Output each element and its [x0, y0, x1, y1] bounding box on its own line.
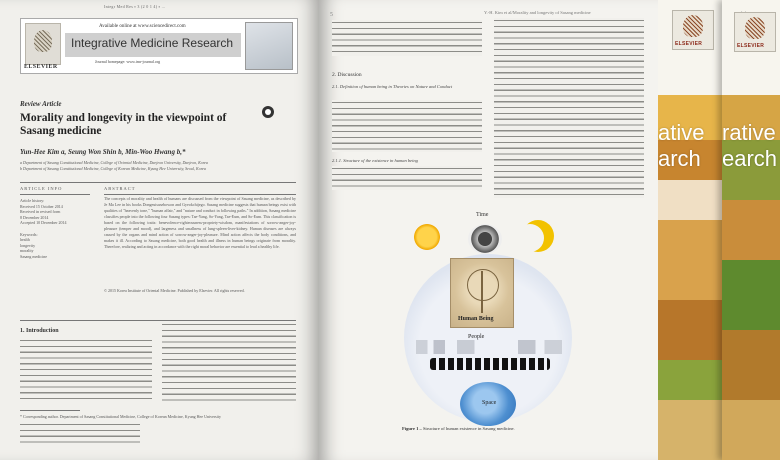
journal-homepage: Journal homepage: www.imr-journal.org	[95, 59, 161, 64]
body-text	[332, 166, 482, 190]
abstract-text: The concepts of morality and health of humans are discussed from the viewpoint of Sasang medicine, as described by Je Ma Lee in his books Dongeuisusebowon and Gyeokchijego. Sasang medicine suggests that human beings exist with qualities of "heavenly tone," "human affair," and "nature and conduct in following paths." In addition, Sasang medicine classifies people into the following four Sasang types: Tae-Yang, So-Yang, Tae-Eum, and So-Eum. This classification is based on the following traits: benevolence-righteousness-propriety-wisdom, manifestations of sorrow-anger-joy-pleasure (temper and mood), and largeness and smallness of lung-spleen-liver-kidney. Human diseases are always caused by the organs and mind action of sorrow-anger-joy-pleasure. Mind action affects the body conditions, and makes it ill. According to Sasang medicine, both good health and illness in human beings originate from morality. Therefore, realizing and acting in accordance with the right moral behavior are essential to lead a healthy life.	[104, 196, 296, 249]
cover-logo-text: ELSEVIER	[737, 43, 765, 49]
journal-banner	[20, 18, 298, 74]
cover-title-fragment	[722, 120, 777, 172]
people-silhouettes-image	[430, 358, 550, 370]
body-text-left	[20, 338, 152, 402]
available-online: Available online at www.sciencedirect.com	[99, 24, 186, 29]
running-head: Integr Med Res ▪ 3 (2 0 1 4) ▪ ...	[104, 4, 166, 9]
article-info-line: health	[20, 237, 30, 243]
figure-label-time: Time	[476, 212, 489, 218]
sun-icon	[412, 222, 442, 252]
divider	[104, 194, 296, 195]
elsevier-logo-icon	[672, 10, 714, 50]
abstract-heading: ABSTRACT	[104, 186, 136, 191]
figure-caption-label: Figure 1 –	[402, 426, 423, 431]
publisher-name: ELSEVIER	[24, 64, 58, 70]
journal-cover-1	[658, 0, 728, 460]
cover-title-line: ative	[658, 120, 705, 145]
figure-caption	[402, 426, 515, 431]
running-head: Y.-H. Kim et al/Morality and longevity of Sasang medicine	[484, 10, 591, 15]
city-skyline-image	[416, 340, 562, 354]
divider	[20, 320, 296, 321]
section-heading: 1. Introduction	[20, 328, 59, 334]
clock-icon	[468, 224, 502, 254]
body-text-right	[162, 322, 296, 404]
elsevier-tree-logo-icon	[25, 23, 61, 65]
section-heading: 2. Discussion	[332, 72, 362, 78]
right-page	[318, 0, 658, 460]
figure-caption-text: Structure of human existence in Sasang medicine.	[422, 426, 515, 431]
article-info-line: 8 December 2014	[20, 214, 49, 220]
journal-title-box	[65, 33, 241, 57]
article-info-line: Accepted 10 December 2014	[20, 220, 67, 226]
cover-title-line: arch	[658, 146, 701, 171]
cover-logo-text: ELSEVIER	[675, 41, 703, 47]
affiliation: a Department of Sasang Constitutional Medicine, College of Oriental Medicine, Daejeon University, Daejeon, Korea	[20, 160, 208, 165]
body-text-col2	[494, 18, 644, 198]
page-number: 5	[330, 12, 333, 18]
article-info-line: Sasang medicine	[20, 253, 47, 259]
article-type: Review Article	[20, 100, 62, 108]
footnote: * Corresponding author. Department of Sasang Constitutional Medicine, College of Korean Medicine, Kyung Hee University	[20, 414, 221, 419]
authors: Yun-Hee Kim a, Seung Won Shin b, Min-Woo Hwang b,*	[20, 148, 186, 156]
article-info-list	[20, 198, 90, 260]
article-info-line: Article history:	[20, 198, 45, 203]
article-info-line: Keywords:	[20, 231, 38, 237]
cover-title-line: earch	[722, 146, 778, 171]
article-info-heading: ARTICLE INFO	[20, 186, 63, 191]
crossmark-icon	[262, 106, 274, 118]
article-info-line: longevity	[20, 242, 36, 248]
copyright: © 2015 Korea Institute of Oriental Medicine. Published by Elsevier. All rights reserved.	[104, 288, 245, 293]
divider	[20, 182, 296, 183]
body-text	[332, 100, 482, 152]
subsection-heading: 2.1.1. Structure of the existence in human being	[332, 158, 418, 163]
subsection-heading: 2.1. Definition of human being in Theories on Nature and Conduct	[332, 84, 453, 89]
elsevier-logo-icon	[734, 12, 776, 52]
affiliation: b Department of Sasang Constitutional Medicine, College of Korean Medicine, Kyung Hee University, Seoul, Korea	[20, 166, 206, 171]
figure-label-human-being: Human Being	[458, 316, 494, 322]
article-info-line: Received in revised form	[20, 209, 61, 215]
figure-label-people: People	[468, 334, 485, 340]
article-info-line: morality	[20, 248, 34, 254]
figure-1	[394, 212, 582, 434]
article-info-line: Received 15 October 2014	[20, 203, 63, 209]
journal-cover-2	[722, 0, 780, 460]
article-title: Morality and longevity in the viewpoint of Sasang medicine	[20, 112, 227, 137]
cover-title-line: rative	[722, 120, 776, 145]
left-page	[0, 0, 318, 460]
moon-icon	[522, 220, 554, 252]
footnote-rule	[20, 410, 80, 411]
divider	[20, 194, 90, 195]
journal-cover-thumbnail	[245, 22, 293, 70]
body-text	[332, 20, 482, 56]
journal-title: Integrative Medicine Research	[71, 36, 234, 50]
cover-title-fragment	[658, 120, 704, 172]
footnote-lines	[20, 422, 140, 444]
figure-label-space: Space	[482, 400, 497, 406]
